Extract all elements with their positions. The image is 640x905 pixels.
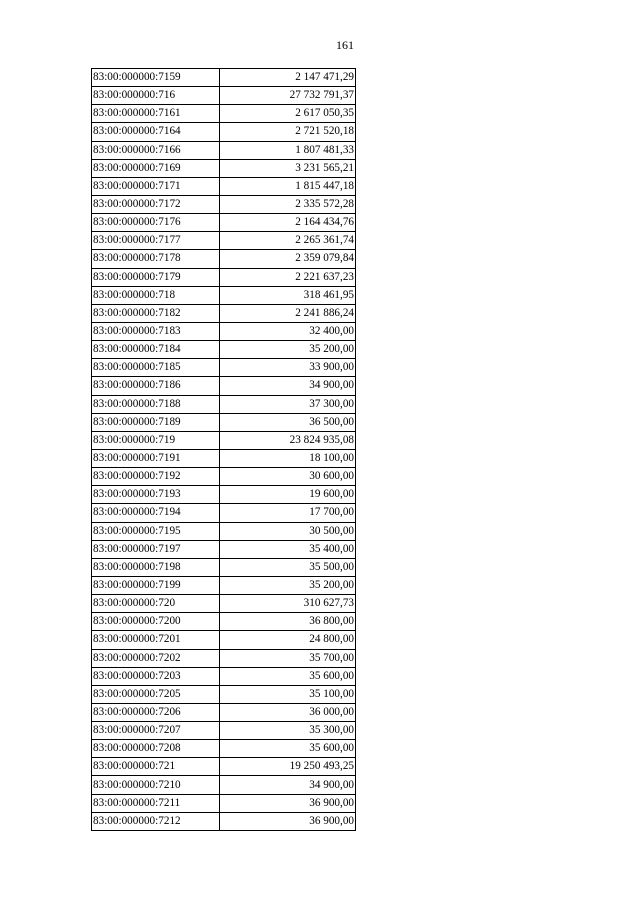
table-row <box>92 576 356 594</box>
cadastral-value-cell: 24 800,00 <box>220 631 356 649</box>
table-row <box>92 159 356 177</box>
cadastral-number-cell: 83:00:000000:7197 <box>92 540 220 558</box>
table-row <box>92 214 356 232</box>
cadastral-number-cell: 83:00:000000:7166 <box>92 141 220 159</box>
table-row <box>92 250 356 268</box>
table-row <box>92 377 356 395</box>
cadastral-number-cell: 83:00:000000:7210 <box>92 776 220 794</box>
table-row <box>92 540 356 558</box>
cadastral-number-cell: 83:00:000000:7188 <box>92 395 220 413</box>
cadastral-number-cell: 83:00:000000:716 <box>92 87 220 105</box>
table-row <box>92 722 356 740</box>
cadastral-value-cell: 30 600,00 <box>220 468 356 486</box>
cadastral-value-cell: 2 359 079,84 <box>220 250 356 268</box>
cadastral-number-cell: 83:00:000000:7208 <box>92 740 220 758</box>
table-row <box>92 413 356 431</box>
cadastral-value-cell: 32 400,00 <box>220 322 356 340</box>
cadastral-number-cell: 83:00:000000:7194 <box>92 504 220 522</box>
cadastral-number-cell: 83:00:000000:7182 <box>92 304 220 322</box>
cadastral-value-cell: 36 500,00 <box>220 413 356 431</box>
cadastral-number-cell: 83:00:000000:7177 <box>92 232 220 250</box>
cadastral-value-cell: 17 700,00 <box>220 504 356 522</box>
table-row <box>92 304 356 322</box>
table-row <box>92 69 356 87</box>
table-row <box>92 468 356 486</box>
table-row <box>92 286 356 304</box>
page-number: 161 <box>336 38 354 52</box>
table-row <box>92 794 356 812</box>
cadastral-number-cell: 83:00:000000:7203 <box>92 667 220 685</box>
cadastral-number-cell: 83:00:000000:7179 <box>92 268 220 286</box>
cadastral-value-cell: 3 231 565,21 <box>220 159 356 177</box>
cadastral-number-cell: 83:00:000000:7189 <box>92 413 220 431</box>
table-row <box>92 758 356 776</box>
cadastral-number-cell: 83:00:000000:721 <box>92 758 220 776</box>
table-row <box>92 449 356 467</box>
cadastral-number-cell: 83:00:000000:7199 <box>92 576 220 594</box>
table-row <box>92 776 356 794</box>
cadastral-value-cell: 2 221 637,23 <box>220 268 356 286</box>
cadastral-value-cell: 35 200,00 <box>220 341 356 359</box>
cadastral-value-cell: 36 900,00 <box>220 794 356 812</box>
cadastral-number-cell: 83:00:000000:7195 <box>92 522 220 540</box>
cadastral-number-cell: 83:00:000000:7206 <box>92 703 220 721</box>
table-row <box>92 268 356 286</box>
cadastral-value-cell: 36 800,00 <box>220 613 356 631</box>
cadastral-value-cell: 18 100,00 <box>220 449 356 467</box>
table-row <box>92 667 356 685</box>
table-row <box>92 685 356 703</box>
table-row <box>92 195 356 213</box>
table-row <box>92 322 356 340</box>
table-row <box>92 123 356 141</box>
cadastral-value-cell: 1 815 447,18 <box>220 177 356 195</box>
table-row <box>92 649 356 667</box>
table-row <box>92 359 356 377</box>
cadastral-value-cell: 2 147 471,29 <box>220 69 356 87</box>
table-row <box>92 522 356 540</box>
cadastral-number-cell: 83:00:000000:7192 <box>92 468 220 486</box>
cadastral-number-cell: 83:00:000000:7193 <box>92 486 220 504</box>
cadastral-number-cell: 83:00:000000:718 <box>92 286 220 304</box>
cadastral-value-cell: 35 100,00 <box>220 685 356 703</box>
table-row <box>92 141 356 159</box>
cadastral-number-cell: 83:00:000000:7159 <box>92 69 220 87</box>
cadastral-number-cell: 83:00:000000:7205 <box>92 685 220 703</box>
cadastral-value-cell: 1 807 481,33 <box>220 141 356 159</box>
cadastral-value-cell: 35 300,00 <box>220 722 356 740</box>
cadastral-value-cell: 2 721 520,18 <box>220 123 356 141</box>
cadastral-value-cell: 310 627,73 <box>220 595 356 613</box>
cadastral-value-cell: 2 335 572,28 <box>220 195 356 213</box>
table-row <box>92 232 356 250</box>
cadastral-number-cell: 83:00:000000:7164 <box>92 123 220 141</box>
cadastral-number-cell: 83:00:000000:719 <box>92 431 220 449</box>
cadastral-value-cell: 36 000,00 <box>220 703 356 721</box>
cadastral-number-cell: 83:00:000000:7184 <box>92 341 220 359</box>
cadastral-value-cell: 34 900,00 <box>220 776 356 794</box>
table-row <box>92 613 356 631</box>
table-row <box>92 105 356 123</box>
cadastral-value-cell: 37 300,00 <box>220 395 356 413</box>
cadastral-value-cell: 27 732 791,37 <box>220 87 356 105</box>
table-row <box>92 341 356 359</box>
table-row <box>92 740 356 758</box>
table-row <box>92 431 356 449</box>
table-row <box>92 595 356 613</box>
cadastral-number-cell: 83:00:000000:7183 <box>92 322 220 340</box>
cadastral-number-cell: 83:00:000000:7171 <box>92 177 220 195</box>
cadastral-number-cell: 83:00:000000:720 <box>92 595 220 613</box>
cadastral-value-cell: 36 900,00 <box>220 812 356 830</box>
cadastral-value-cell: 34 900,00 <box>220 377 356 395</box>
cadastral-value-cell: 2 164 434,76 <box>220 214 356 232</box>
cadastral-value-cell: 30 500,00 <box>220 522 356 540</box>
cadastral-number-cell: 83:00:000000:7211 <box>92 794 220 812</box>
cadastral-value-cell: 2 617 050,35 <box>220 105 356 123</box>
cadastral-number-cell: 83:00:000000:7207 <box>92 722 220 740</box>
cadastral-number-cell: 83:00:000000:7198 <box>92 558 220 576</box>
table-row <box>92 812 356 830</box>
cadastral-value-cell: 23 824 935,08 <box>220 431 356 449</box>
table-row <box>92 87 356 105</box>
cadastral-value-cell: 2 265 361,74 <box>220 232 356 250</box>
cadastral-value-table <box>91 68 356 831</box>
table-row <box>92 703 356 721</box>
cadastral-number-cell: 83:00:000000:7191 <box>92 449 220 467</box>
table-row <box>92 177 356 195</box>
cadastral-value-cell: 35 200,00 <box>220 576 356 594</box>
cadastral-value-cell: 33 900,00 <box>220 359 356 377</box>
cadastral-value-cell: 35 600,00 <box>220 740 356 758</box>
table-row <box>92 504 356 522</box>
cadastral-value-cell: 19 250 493,25 <box>220 758 356 776</box>
table-row <box>92 486 356 504</box>
cadastral-number-cell: 83:00:000000:7212 <box>92 812 220 830</box>
cadastral-number-cell: 83:00:000000:7161 <box>92 105 220 123</box>
cadastral-number-cell: 83:00:000000:7178 <box>92 250 220 268</box>
cadastral-number-cell: 83:00:000000:7202 <box>92 649 220 667</box>
cadastral-number-cell: 83:00:000000:7186 <box>92 377 220 395</box>
cadastral-value-cell: 35 600,00 <box>220 667 356 685</box>
cadastral-number-cell: 83:00:000000:7172 <box>92 195 220 213</box>
cadastral-number-cell: 83:00:000000:7176 <box>92 214 220 232</box>
cadastral-number-cell: 83:00:000000:7200 <box>92 613 220 631</box>
table-row <box>92 395 356 413</box>
table-row <box>92 558 356 576</box>
cadastral-value-cell: 35 500,00 <box>220 558 356 576</box>
cadastral-value-cell: 35 400,00 <box>220 540 356 558</box>
cadastral-value-cell: 2 241 886,24 <box>220 304 356 322</box>
cadastral-number-cell: 83:00:000000:7185 <box>92 359 220 377</box>
cadastral-value-cell: 19 600,00 <box>220 486 356 504</box>
table-body <box>92 69 356 831</box>
cadastral-value-cell: 318 461,95 <box>220 286 356 304</box>
cadastral-number-cell: 83:00:000000:7201 <box>92 631 220 649</box>
cadastral-value-cell: 35 700,00 <box>220 649 356 667</box>
cadastral-number-cell: 83:00:000000:7169 <box>92 159 220 177</box>
table-row <box>92 631 356 649</box>
